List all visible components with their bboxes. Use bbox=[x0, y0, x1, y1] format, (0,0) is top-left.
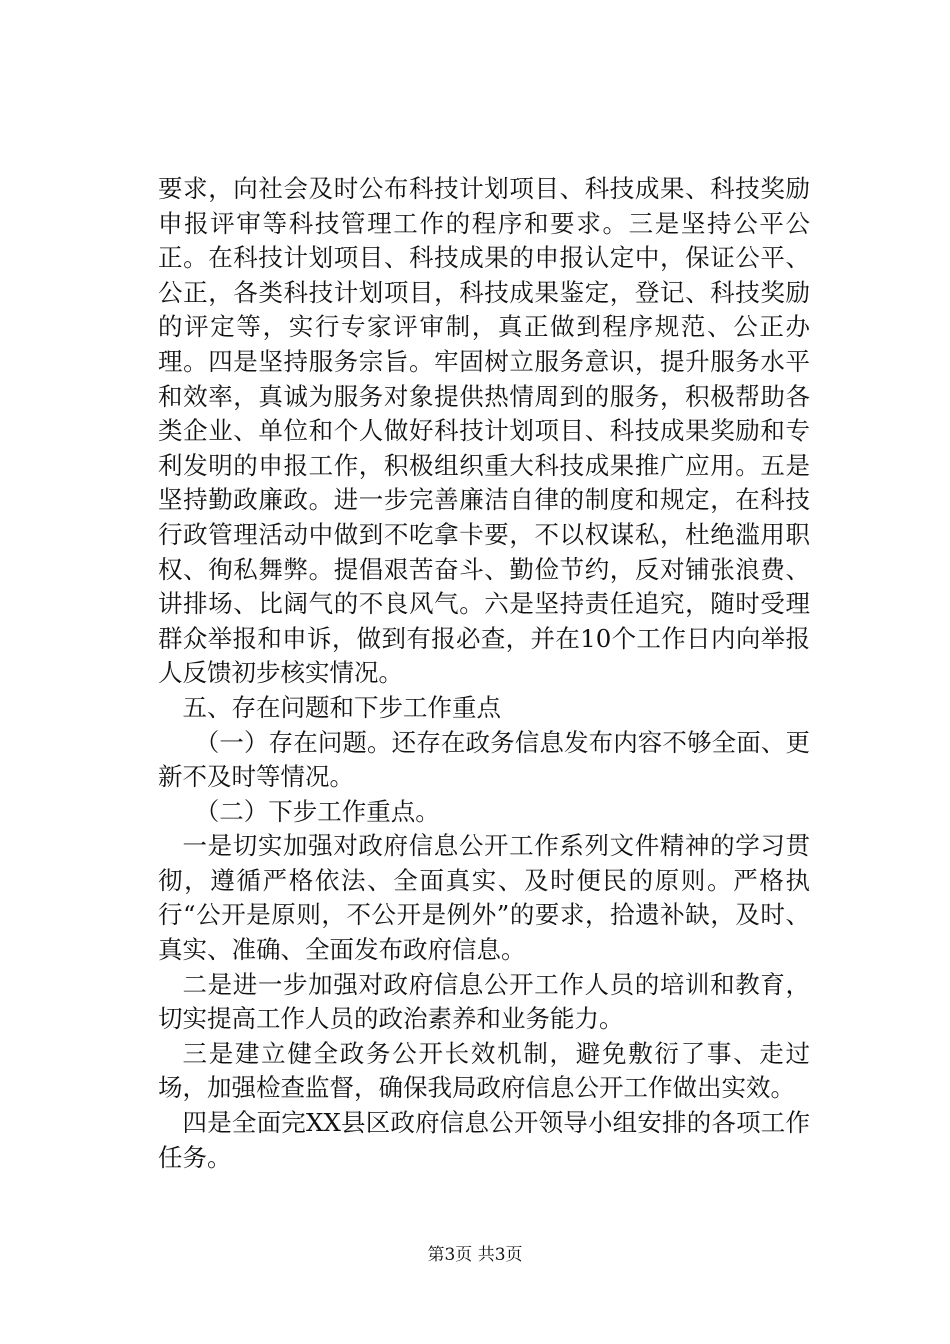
paragraph-step-three: 三是建立健全政务公开长效机制，避免敷衍了事、走过场，加强检查监督，确保我局政府信息公开工作做出实效。 bbox=[158, 1038, 810, 1103]
paragraph-principles: 要求，向社会及时公布科技计划项目、科技成果、科技奖励申报评审等科技管理工作的程序和要求。三是坚持公平公正。在科技计划项目、科技成果的申报认定中，保证公平、公正，各类科技计划项目，科技成果鉴定，登记、科技奖励的评定等，实行专家评审制，真正做到程序规范、公正办理。四是坚持服务宗旨。牢固树立服务意识，提升服务水平和效率，真诚为服务对象提供热情周到的服务，积极帮助各类企业、单位和个人做好科技计划项目、科技成果奖励和专利发明的申报工作，积极组织重大科技成果推广应用。五是坚持勤政廉政。进一步完善廉洁自律的制度和规定，在科技行政管理活动中做到不吃拿卡要，不以权谋私，杜绝滥用职权、徇私舞弊。提倡艰苦奋斗、勤俭节约，反对铺张浪费、讲排场、比阔气的不良风气。六是坚持责任追究，随时受理群众举报和申诉，做到有报必查，并在10个工作日内向举报人反馈初步核实情况。 bbox=[158, 174, 810, 688]
paragraph-step-two: 二是进一步加强对政府信息公开工作人员的培训和教育，切实提高工作人员的政治素养和业务能力。 bbox=[158, 969, 810, 1034]
paragraph-existing-problems: （一）存在问题。还存在政务信息发布内容不够全面、更新不及时等情况。 bbox=[158, 727, 810, 792]
paragraph-step-four: 四是全面完XX县区政府信息公开领导小组安排的各项工作任务。 bbox=[158, 1108, 810, 1172]
page-number-footer: 第3页 共3页 bbox=[427, 1245, 523, 1265]
paragraph-step-one: 一是切实加强对政府信息公开工作系列文件精神的学习贯彻，遵循严格依法、全面真实、及时便民的原则。严格执行“公开是原则，不公开是例外”的要求，拾遗补缺，及时、真实、准确、全面发布政府信息。 bbox=[158, 831, 810, 965]
paragraph-next-steps-heading: （二）下步工作重点。 bbox=[194, 796, 440, 826]
section-heading-five: 五、存在问题和下步工作重点 bbox=[182, 692, 501, 722]
document-body bbox=[158, 172, 810, 1175]
